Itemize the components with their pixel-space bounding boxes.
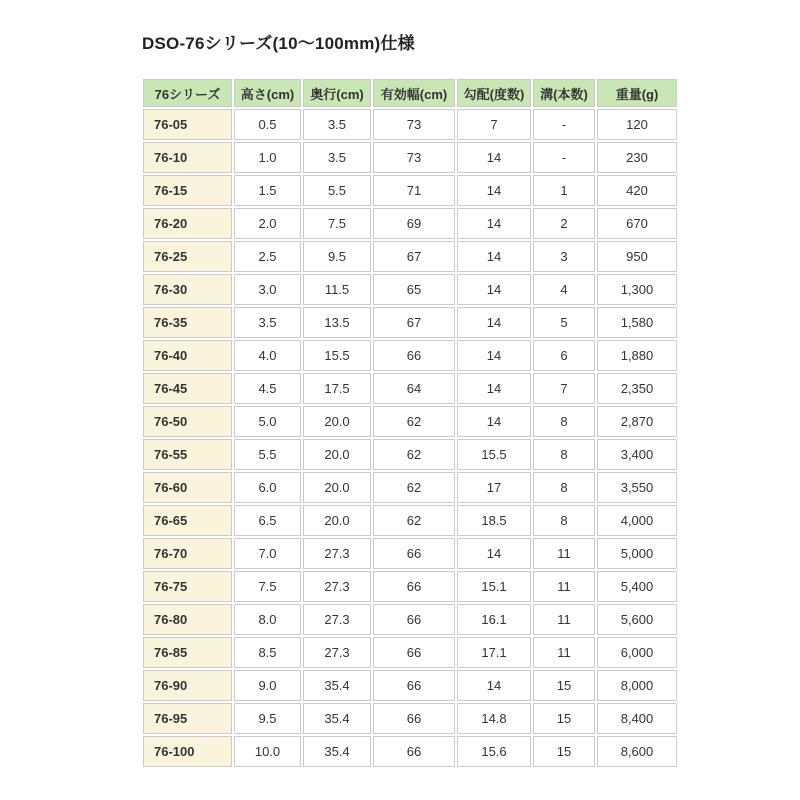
table-row <box>143 208 677 239</box>
table-cell: 5,600 <box>597 604 677 635</box>
table-cell: 66 <box>373 604 455 635</box>
table-cell: 3 <box>533 241 595 272</box>
table-cell: 3.5 <box>303 109 371 140</box>
table-cell: 66 <box>373 670 455 701</box>
table-cell: 27.3 <box>303 571 371 602</box>
column-header: 奥行(cm) <box>303 79 371 107</box>
table-cell: 6.5 <box>234 505 301 536</box>
table-cell: 69 <box>373 208 455 239</box>
table-cell: 4.5 <box>234 373 301 404</box>
table-cell: 62 <box>373 439 455 470</box>
table-cell: 15.5 <box>457 439 531 470</box>
table-cell: 73 <box>373 142 455 173</box>
table-cell: 14 <box>457 208 531 239</box>
table-cell: 15 <box>533 670 595 701</box>
table-cell: 4 <box>533 274 595 305</box>
table-cell: 13.5 <box>303 307 371 338</box>
table-cell: 65 <box>373 274 455 305</box>
table-cell: 62 <box>373 505 455 536</box>
table-row <box>143 538 677 569</box>
column-header: 有効幅(cm) <box>373 79 455 107</box>
table-cell: 1,580 <box>597 307 677 338</box>
table-cell: 5.5 <box>234 439 301 470</box>
table-body <box>143 109 677 767</box>
table-cell: 15.5 <box>303 340 371 371</box>
table-cell: 64 <box>373 373 455 404</box>
table-cell: 7.5 <box>234 571 301 602</box>
row-label: 76-50 <box>143 406 232 437</box>
table-cell: 66 <box>373 538 455 569</box>
table-cell: 2 <box>533 208 595 239</box>
table-row <box>143 406 677 437</box>
table-cell: 8 <box>533 439 595 470</box>
table-cell: 9.5 <box>234 703 301 734</box>
table-row <box>143 505 677 536</box>
table-cell: 17.1 <box>457 637 531 668</box>
table-row <box>143 637 677 668</box>
table-cell: 27.3 <box>303 604 371 635</box>
table-cell: 66 <box>373 736 455 767</box>
table-cell: 11 <box>533 571 595 602</box>
table-cell: 3.5 <box>303 142 371 173</box>
row-label: 76-100 <box>143 736 232 767</box>
table-cell: 8.5 <box>234 637 301 668</box>
table-cell: 11 <box>533 538 595 569</box>
table-cell: 66 <box>373 637 455 668</box>
table-cell: 15 <box>533 736 595 767</box>
table-row <box>143 703 677 734</box>
table-cell: 67 <box>373 307 455 338</box>
table-cell: 20.0 <box>303 439 371 470</box>
table-cell: 10.0 <box>234 736 301 767</box>
table-cell: 8.0 <box>234 604 301 635</box>
row-label: 76-45 <box>143 373 232 404</box>
table-cell: 7 <box>533 373 595 404</box>
table-cell: 14 <box>457 175 531 206</box>
table-row <box>143 472 677 503</box>
table-cell: 11.5 <box>303 274 371 305</box>
table-row <box>143 109 677 140</box>
table-row <box>143 274 677 305</box>
table-cell: 4.0 <box>234 340 301 371</box>
table-cell: 1,300 <box>597 274 677 305</box>
table-cell: 1 <box>533 175 595 206</box>
column-header: 高さ(cm) <box>234 79 301 107</box>
table-cell: 8,600 <box>597 736 677 767</box>
row-label: 76-15 <box>143 175 232 206</box>
table-cell: 5.5 <box>303 175 371 206</box>
table-row <box>143 241 677 272</box>
table-cell: 8 <box>533 472 595 503</box>
table-cell: 14 <box>457 670 531 701</box>
table-cell: 2,350 <box>597 373 677 404</box>
table-cell: 3,550 <box>597 472 677 503</box>
table-cell: 950 <box>597 241 677 272</box>
table-cell: 66 <box>373 703 455 734</box>
table-cell: 14 <box>457 340 531 371</box>
table-cell: 71 <box>373 175 455 206</box>
table-cell: 5,000 <box>597 538 677 569</box>
table-cell: 14 <box>457 406 531 437</box>
row-label: 76-75 <box>143 571 232 602</box>
table-cell: 6,000 <box>597 637 677 668</box>
table-cell: - <box>533 109 595 140</box>
table-cell: 5 <box>533 307 595 338</box>
row-label: 76-25 <box>143 241 232 272</box>
table-row <box>143 571 677 602</box>
spec-table <box>141 77 679 769</box>
row-label: 76-40 <box>143 340 232 371</box>
table-cell: 11 <box>533 637 595 668</box>
table-cell: 1.0 <box>234 142 301 173</box>
table-cell: 14 <box>457 538 531 569</box>
table-cell: 73 <box>373 109 455 140</box>
row-label: 76-05 <box>143 109 232 140</box>
table-cell: 15.6 <box>457 736 531 767</box>
table-cell: 6 <box>533 340 595 371</box>
header-row <box>143 79 677 107</box>
table-row <box>143 142 677 173</box>
row-label: 76-55 <box>143 439 232 470</box>
table-cell: 8,000 <box>597 670 677 701</box>
table-cell: 9.0 <box>234 670 301 701</box>
table-cell: 20.0 <box>303 406 371 437</box>
table-cell: 7.5 <box>303 208 371 239</box>
table-row <box>143 373 677 404</box>
table-cell: 7 <box>457 109 531 140</box>
table-cell: 230 <box>597 142 677 173</box>
table-cell: 18.5 <box>457 505 531 536</box>
table-cell: 2.0 <box>234 208 301 239</box>
row-label: 76-30 <box>143 274 232 305</box>
table-cell: 670 <box>597 208 677 239</box>
table-row <box>143 340 677 371</box>
table-cell: 420 <box>597 175 677 206</box>
table-row <box>143 439 677 470</box>
table-header <box>143 79 677 107</box>
row-label: 76-80 <box>143 604 232 635</box>
table-row <box>143 604 677 635</box>
table-cell: 120 <box>597 109 677 140</box>
column-header: 重量(g) <box>597 79 677 107</box>
table-cell: 14 <box>457 274 531 305</box>
column-header: 溝(本数) <box>533 79 595 107</box>
table-cell: 6.0 <box>234 472 301 503</box>
table-row <box>143 175 677 206</box>
table-cell: 3.0 <box>234 274 301 305</box>
table-cell: 35.4 <box>303 670 371 701</box>
table-cell: 66 <box>373 571 455 602</box>
table-cell: 4,000 <box>597 505 677 536</box>
page-title: DSO-76シリーズ(10～100mm)仕様 <box>142 34 415 53</box>
table-cell: 8,400 <box>597 703 677 734</box>
row-label: 76-20 <box>143 208 232 239</box>
table-cell: - <box>533 142 595 173</box>
table-cell: 2,870 <box>597 406 677 437</box>
table-cell: 16.1 <box>457 604 531 635</box>
row-label: 76-35 <box>143 307 232 338</box>
table-cell: 1.5 <box>234 175 301 206</box>
table-cell: 15.1 <box>457 571 531 602</box>
table-cell: 9.5 <box>303 241 371 272</box>
table-cell: 3.5 <box>234 307 301 338</box>
table-cell: 5,400 <box>597 571 677 602</box>
table-row <box>143 670 677 701</box>
table-cell: 0.5 <box>234 109 301 140</box>
table-cell: 3,400 <box>597 439 677 470</box>
table-cell: 27.3 <box>303 637 371 668</box>
table-cell: 14.8 <box>457 703 531 734</box>
table-cell: 5.0 <box>234 406 301 437</box>
table-cell: 67 <box>373 241 455 272</box>
row-label: 76-70 <box>143 538 232 569</box>
table-cell: 20.0 <box>303 472 371 503</box>
column-header: 76シリーズ <box>143 79 232 107</box>
table-cell: 8 <box>533 505 595 536</box>
table-cell: 14 <box>457 142 531 173</box>
table-cell: 2.5 <box>234 241 301 272</box>
table-row <box>143 307 677 338</box>
row-label: 76-90 <box>143 670 232 701</box>
table-cell: 17.5 <box>303 373 371 404</box>
table-cell: 8 <box>533 406 595 437</box>
table-cell: 17 <box>457 472 531 503</box>
row-label: 76-60 <box>143 472 232 503</box>
table-cell: 14 <box>457 307 531 338</box>
table-cell: 11 <box>533 604 595 635</box>
row-label: 76-10 <box>143 142 232 173</box>
table-row <box>143 736 677 767</box>
table-cell: 7.0 <box>234 538 301 569</box>
table-cell: 1,880 <box>597 340 677 371</box>
table-cell: 20.0 <box>303 505 371 536</box>
row-label: 76-95 <box>143 703 232 734</box>
table-cell: 62 <box>373 472 455 503</box>
row-label: 76-85 <box>143 637 232 668</box>
table-cell: 15 <box>533 703 595 734</box>
table-cell: 27.3 <box>303 538 371 569</box>
table-cell: 35.4 <box>303 703 371 734</box>
table-cell: 35.4 <box>303 736 371 767</box>
table-cell: 14 <box>457 241 531 272</box>
row-label: 76-65 <box>143 505 232 536</box>
table-cell: 66 <box>373 340 455 371</box>
column-header: 勾配(度数) <box>457 79 531 107</box>
table-cell: 62 <box>373 406 455 437</box>
table-cell: 14 <box>457 373 531 404</box>
